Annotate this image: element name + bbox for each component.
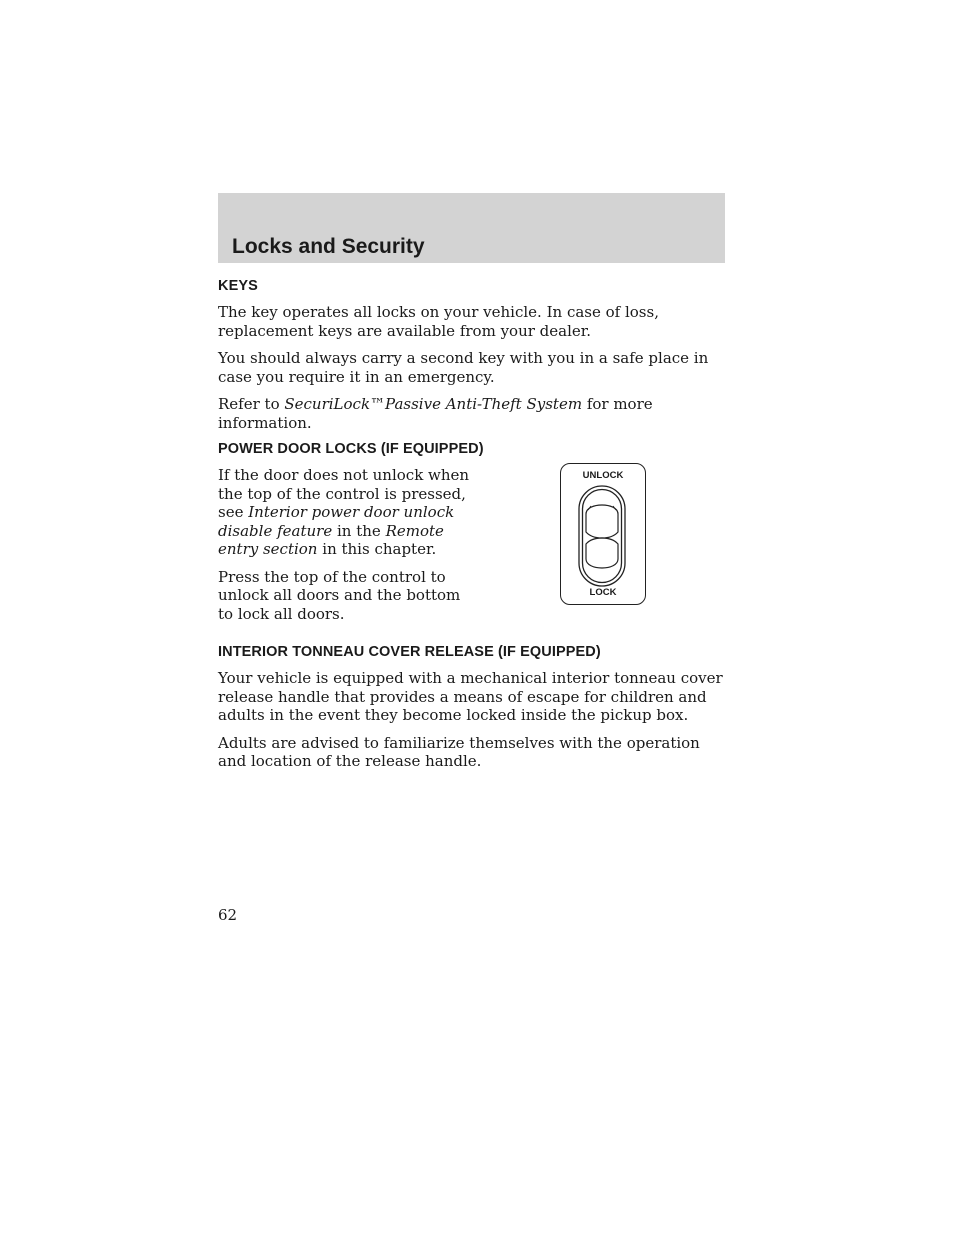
power-door-locks-text [218,466,480,623]
lock-label: LOCK [589,587,617,598]
keys-paragraph-2: You should always carry a second key with you in a safe place in case you require it in an emergency. [218,349,709,386]
remote-entry-reference: Remote entry section [218,521,444,558]
page-number: 62 [218,906,238,924]
unlock-disable-reference: Interior power door unlock disable feature [218,503,455,540]
keys-heading: KEYS [218,278,258,294]
power-locks-paragraph-1: If the door does not unlock when the top of the control is pressed, see Interior power door unlock disable feature in the Remote entry section in this chapter. [218,466,470,558]
section-header-band [218,193,725,263]
power-door-locks-section [218,441,728,623]
keys-section [218,278,728,432]
keys-paragraph-1: The key operates all locks on your vehicle. In case of loss, replacement keys are available from your dealer. [218,303,659,340]
door-lock-switch-illustration [560,463,646,605]
tonneau-cover-heading: INTERIOR TONNEAU COVER RELEASE (IF EQUIPPED) [218,644,601,660]
keys-refer-prefix: Refer to [218,395,285,413]
tonneau-paragraph-2: Adults are advised to familiarize themselves with the operation and location of the release handle. [218,733,700,770]
unlock-label: UNLOCK [582,470,624,481]
securilock-reference: SecuriLock™Passive Anti-Theft System [284,395,583,413]
keys-refer-suffix: for more information. [218,395,653,432]
power-door-locks-heading: POWER DOOR LOCKS (IF EQUIPPED) [218,441,484,457]
tonneau-paragraph-1: Your vehicle is equipped with a mechanical interior tonneau cover release handle that provides a means of escape for children and adults in the event they become locked inside the pickup box. [218,669,723,724]
keys-paragraph-3 [218,395,728,432]
trademark-symbol: ™ [370,395,386,413]
lock-switch-icon [561,464,647,606]
section-title: Locks and Security [232,235,425,258]
page-content [218,278,728,780]
tonneau-cover-section [218,644,728,771]
power-locks-paragraph-2: Press the top of the control to unlock all doors and the bottom to lock all doors. [218,567,461,623]
